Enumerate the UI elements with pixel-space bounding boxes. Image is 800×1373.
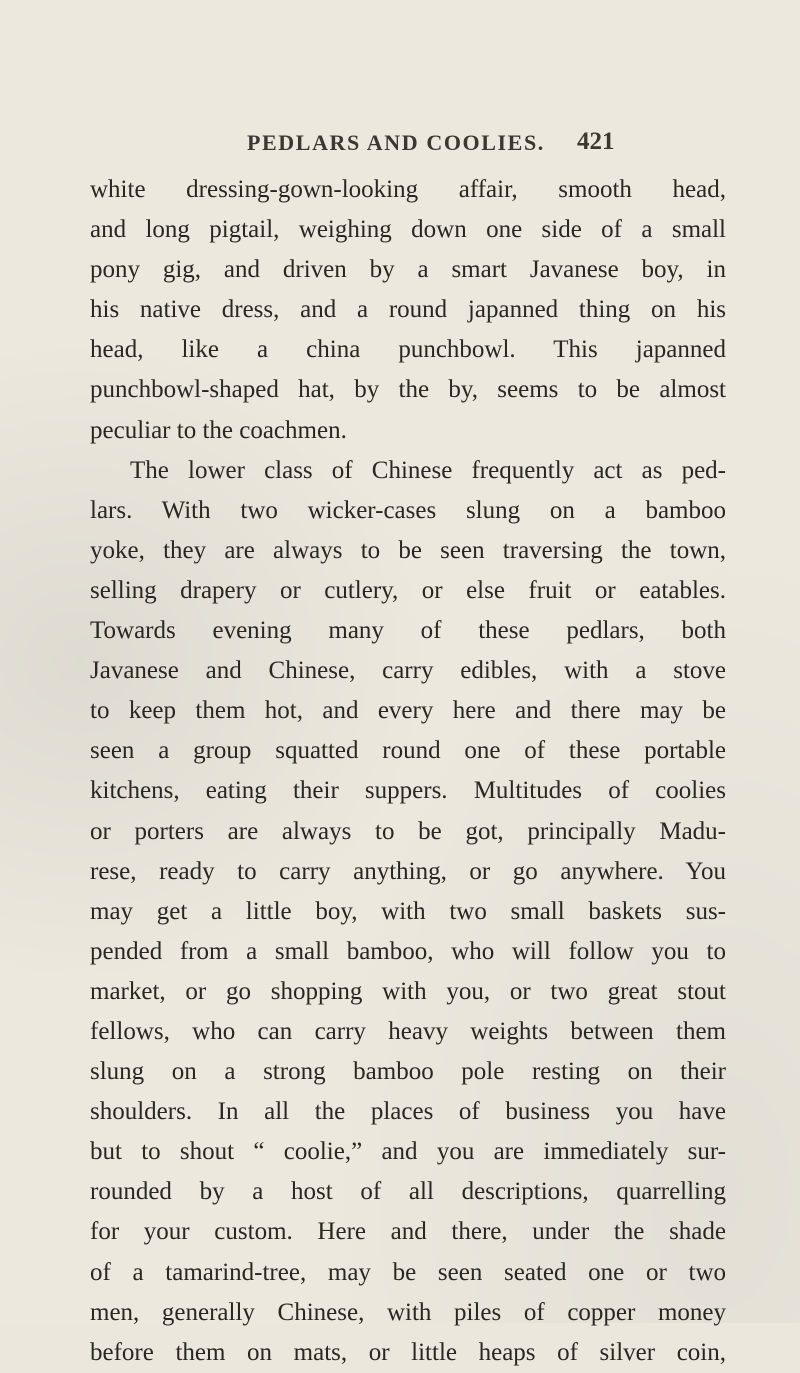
text-line: but to shout “ coolie,” and you are immediately sur-	[90, 1138, 726, 1166]
text-line: slung on a strong bamboo pole resting on their	[90, 1058, 726, 1086]
paragraph-end-line: peculiar to the coachmen.	[90, 416, 347, 444]
text-line: seen a group squatted round one of these portable	[90, 737, 726, 765]
text-line: for your custom. Here and there, under the shade	[90, 1218, 726, 1246]
text-line: of a tamarind-tree, may be seen seated one or two	[90, 1258, 726, 1286]
page-number: 421	[577, 128, 615, 155]
text-line: or porters are always to be got, principally Madu-	[90, 817, 726, 845]
text-line: yoke, they are always to be seen traversing the town,	[90, 536, 726, 564]
text-line: white dressing-gown-looking affair, smooth head,	[90, 176, 726, 203]
text-line: kitchens, eating their suppers. Multitudes of coolies	[90, 777, 726, 805]
running-head: PEDLARS AND COOLIES.	[247, 130, 545, 155]
paragraph-start-line: The lower class of Chinese frequently act as ped-	[130, 456, 726, 484]
text-line: rese, ready to carry anything, or go anywhere. You	[90, 857, 726, 885]
body-text	[90, 170, 726, 1373]
text-line: and long pigtail, weighing down one side of a small	[90, 216, 726, 244]
text-line: rounded by a host of all descriptions, quarrelling	[90, 1178, 726, 1206]
text-line: pony gig, and driven by a smart Javanese boy, in	[90, 256, 726, 284]
text-line: men, generally Chinese, with piles of copper money	[90, 1298, 726, 1326]
text-line: selling drapery or cutlery, or else fruit or eatables.	[90, 576, 726, 604]
text-line: to keep them hot, and every here and there may be	[90, 697, 726, 725]
text-line: Javanese and Chinese, carry edibles, with a stove	[90, 657, 726, 685]
text-line: before them on mats, or little heaps of silver coin,	[90, 1338, 726, 1366]
text-line: head, like a china punchbowl. This japanned	[90, 336, 726, 364]
text-line: pended from a small bamboo, who will follow you to	[90, 937, 726, 965]
text-line: may get a little boy, with two small baskets sus-	[90, 897, 726, 925]
text-line: punchbowl-shaped hat, by the by, seems to be almost	[90, 376, 726, 404]
text-line: his native dress, and a round japanned thing on his	[90, 296, 726, 324]
page-header	[0, 130, 800, 170]
text-line: market, or go shopping with you, or two great stout	[90, 977, 726, 1005]
text-line: Towards evening many of these pedlars, both	[90, 617, 726, 645]
text-line: shoulders. In all the places of business you have	[90, 1098, 726, 1126]
text-line: lars. With two wicker-cases slung on a bamboo	[90, 496, 726, 524]
text-line: fellows, who can carry heavy weights between them	[90, 1017, 726, 1045]
